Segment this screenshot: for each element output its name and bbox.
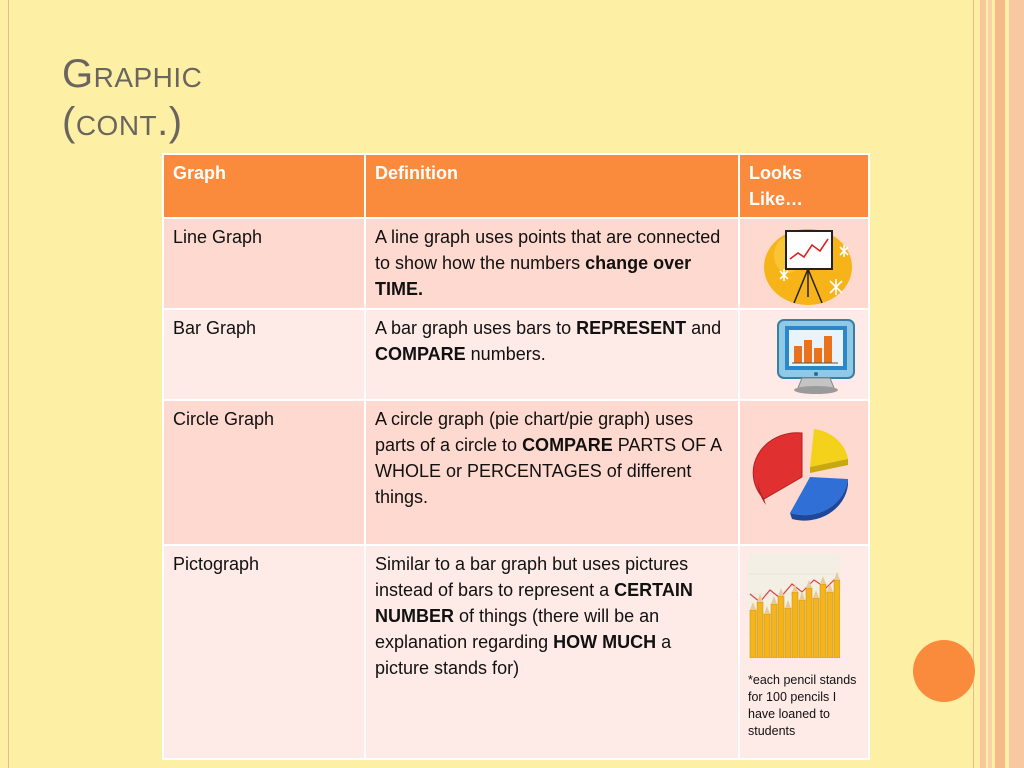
definition-cell <box>365 545 739 759</box>
definition-text: a picture stands for) <box>375 632 672 678</box>
graph-name-cell: Circle Graph <box>163 400 365 545</box>
definition-cell <box>365 218 739 309</box>
header-looks-like: Looks Like… <box>739 154 869 218</box>
table-row <box>163 309 869 400</box>
definition-text: of things (there will be an explanation regarding <box>375 606 660 652</box>
looks-like-cell <box>739 400 869 545</box>
title-line-2: (cont.) <box>62 100 183 144</box>
table-row <box>163 400 869 545</box>
table-row <box>163 218 869 309</box>
graph-name-cell: Line Graph <box>163 218 365 309</box>
header-graph: Graph <box>163 154 365 218</box>
decor-stripe <box>988 0 992 768</box>
slide-title <box>62 50 202 146</box>
definition-emphasis: HOW MUCH <box>553 632 657 652</box>
decor-stripe <box>980 0 986 768</box>
decor-stripe <box>1009 0 1024 768</box>
definition-text: Similar to a bar graph but uses pictures instead of bars to represent a <box>375 554 689 600</box>
decorative-orange-circle <box>913 640 975 702</box>
graph-types-table <box>162 153 870 760</box>
pencils-pictograph-icon <box>748 554 840 658</box>
looks-like-cell <box>739 218 869 309</box>
definition-text: numbers. <box>465 344 546 364</box>
definition-cell <box>365 309 739 400</box>
table-header-row <box>163 154 869 218</box>
definition-text: PARTS OF A WHOLE or PERCENTAGES of different things. <box>375 435 722 507</box>
definition-emphasis: CERTAIN NUMBER <box>375 580 693 626</box>
title-line-1: Graphic <box>62 52 203 96</box>
table-row <box>163 545 869 759</box>
graph-name-cell: Bar Graph <box>163 309 365 400</box>
definition-emphasis: COMPARE <box>375 344 466 364</box>
decor-stripe <box>995 0 1005 768</box>
bar-graph-monitor-icon <box>744 316 866 396</box>
definition-text: and <box>686 318 722 338</box>
looks-like-cell <box>739 545 869 759</box>
pictograph-key-note: *each pencil stands for 100 pencils I have loaned to students <box>748 673 857 738</box>
definition-text: A bar graph uses bars to <box>375 318 577 338</box>
definition-emphasis: COMPARE <box>522 435 613 455</box>
graph-name-cell: Pictograph <box>163 545 365 759</box>
looks-like-cell <box>739 309 869 400</box>
header-definition: Definition <box>365 154 739 218</box>
line-graph-easel-icon <box>744 225 866 307</box>
definition-emphasis: REPRESENT <box>576 318 687 338</box>
definition-cell <box>365 400 739 545</box>
pie-chart-icon <box>744 427 866 527</box>
definition-emphasis: change over TIME. <box>375 253 692 299</box>
definition-text: A line graph uses points that are connected to show how the numbers <box>375 227 721 273</box>
definition-text: A circle graph (pie chart/pie graph) uses parts of a circle to <box>375 409 694 455</box>
